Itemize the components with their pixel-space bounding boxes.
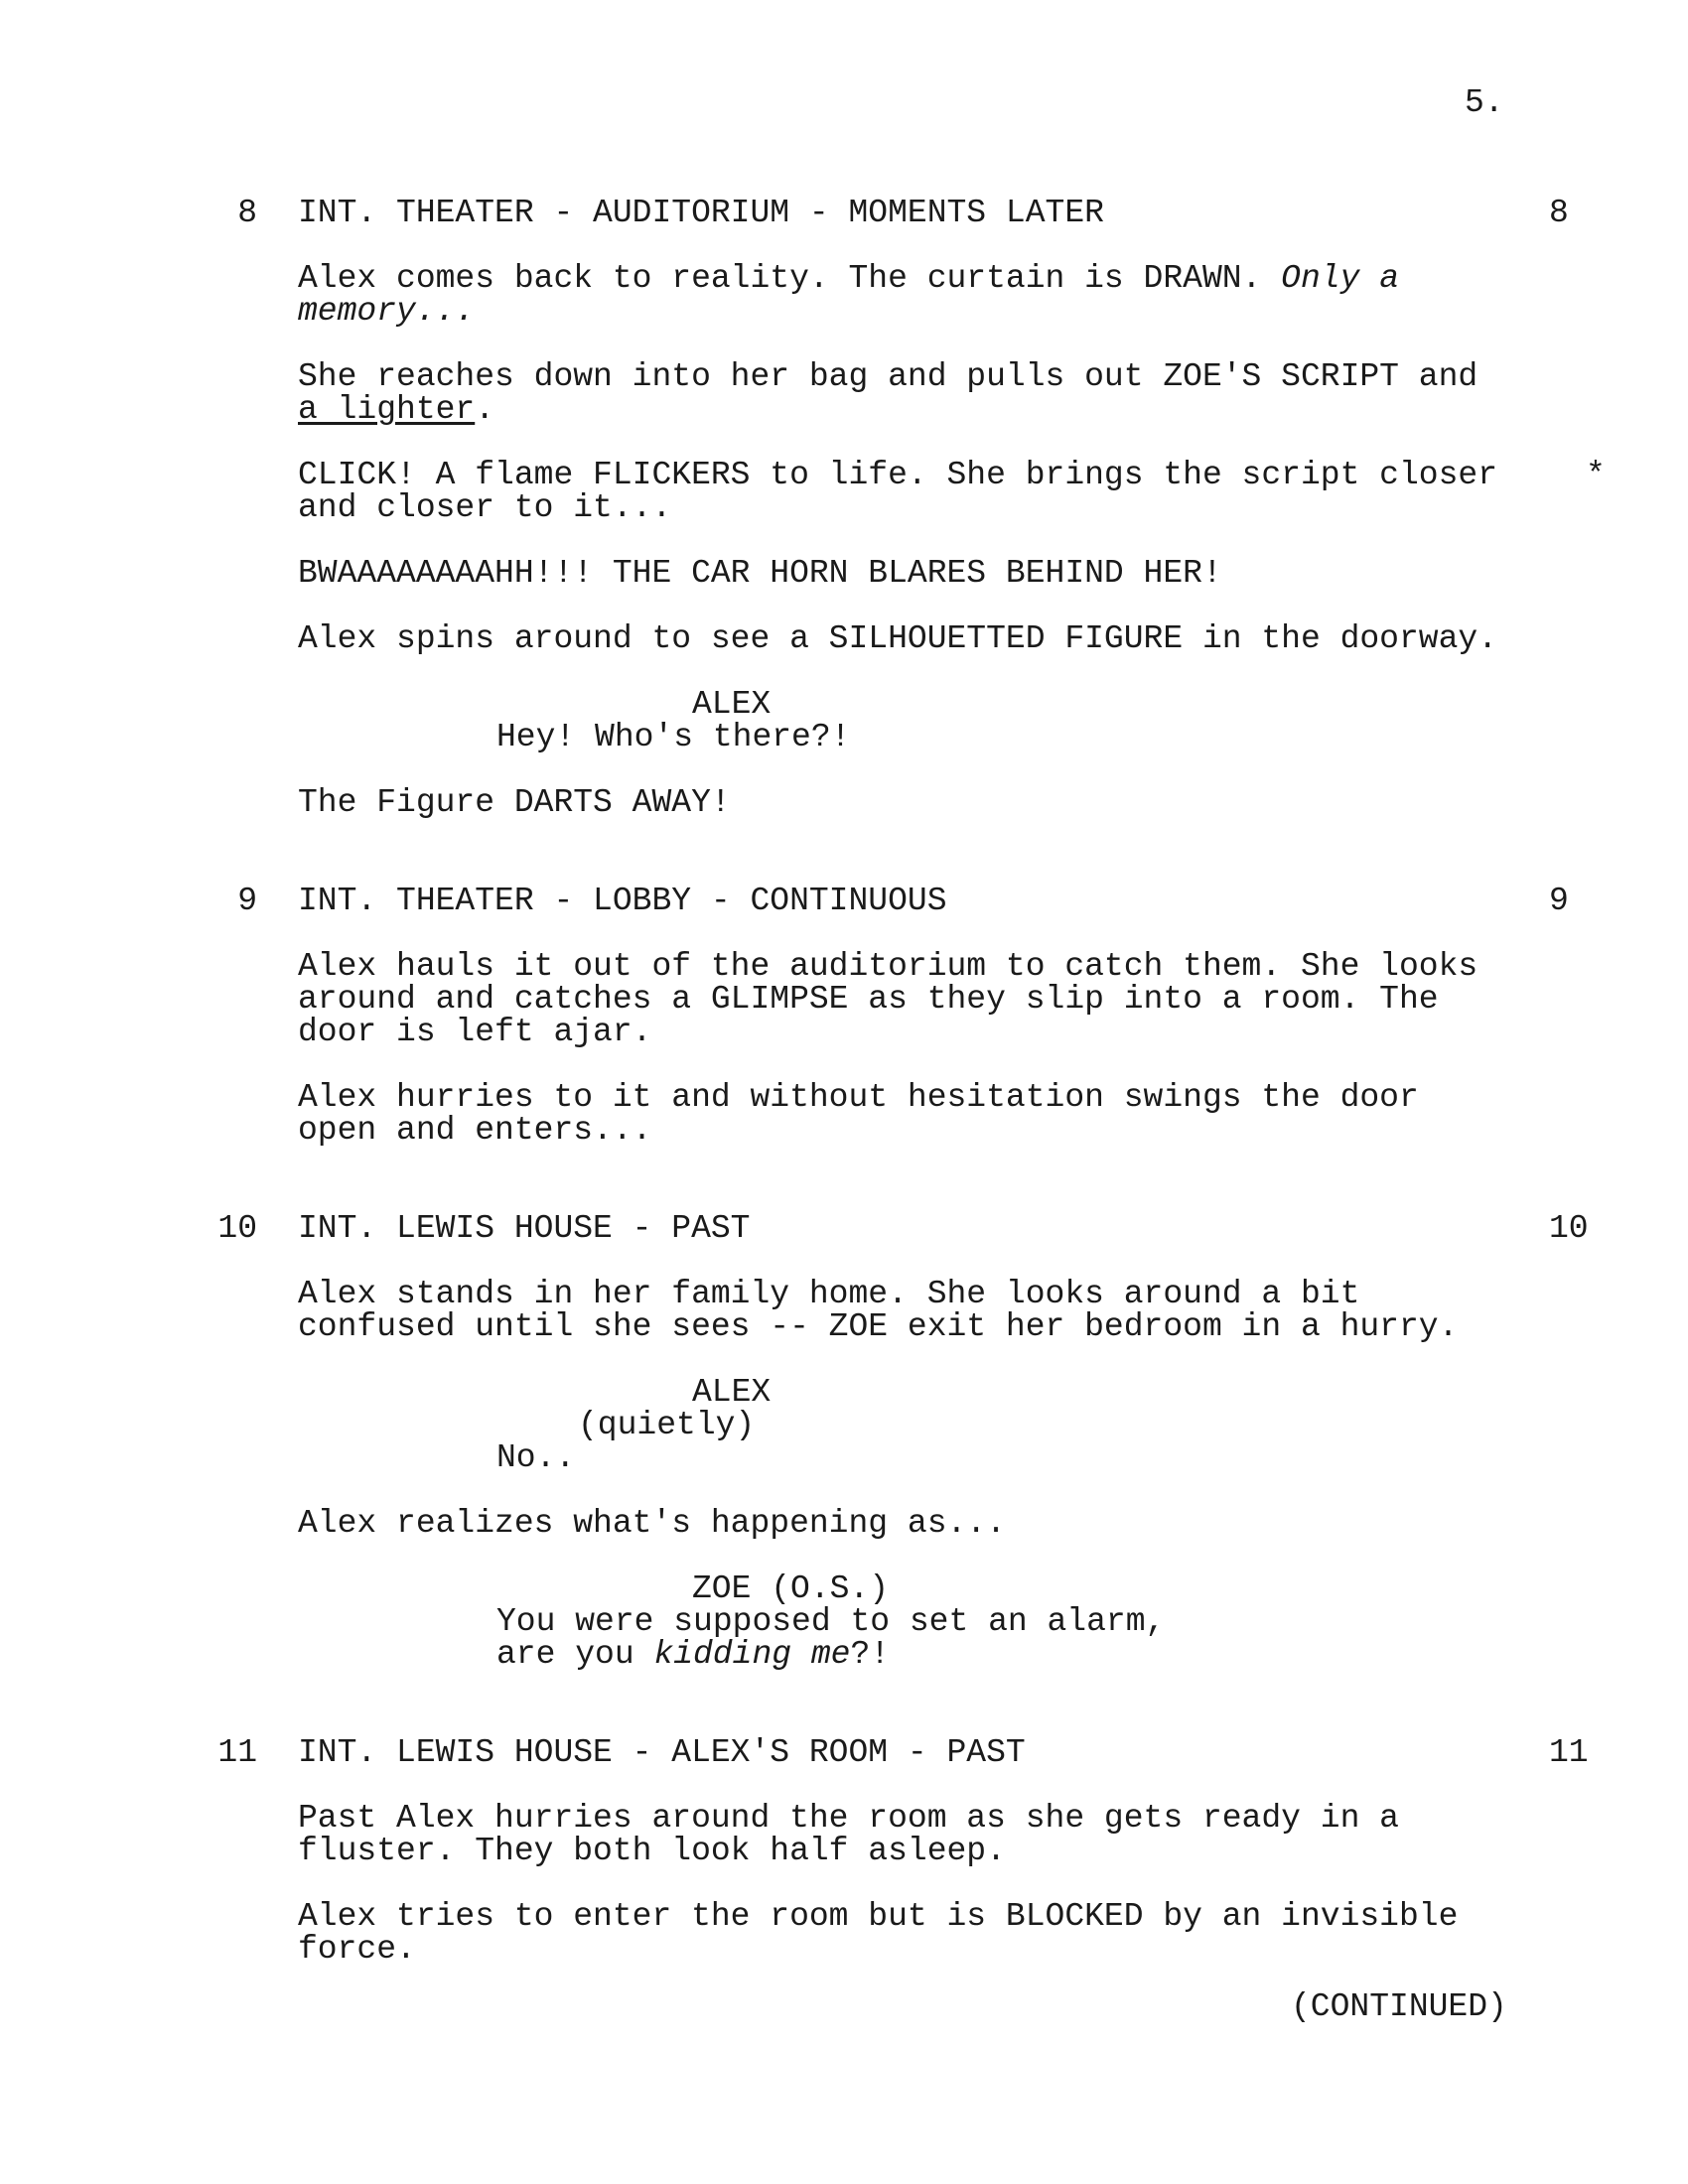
- action-line: confused until she sees -- ZOE exit her bedroom in a hurry.: [298, 1308, 1459, 1345]
- action-line: Alex comes back to reality. The curtain is DRAWN. Only a: [298, 260, 1399, 297]
- scene-heading: INT. LEWIS HOUSE - ALEX'S ROOM - PAST: [298, 1734, 1026, 1771]
- character-name: ALEX: [692, 1374, 772, 1411]
- action-line: fluster. They both look half asleep.: [298, 1833, 1006, 1869]
- scene-number-left: 9: [237, 883, 257, 919]
- action-line: Past Alex hurries around the room as she gets ready in a: [298, 1800, 1399, 1837]
- action-line: Alex hurries to it and without hesitation swings the door: [298, 1079, 1419, 1116]
- action-line: around and catches a GLIMPSE as they slip into a room. The: [298, 981, 1439, 1018]
- action-line: The Figure DARTS AWAY!: [298, 784, 731, 821]
- scene-number-right: 9: [1549, 883, 1569, 919]
- dialogue-line: are you kidding me?!: [496, 1636, 891, 1673]
- action-line: BWAAAAAAAAHH!!! THE CAR HORN BLARES BEHIND HER!: [298, 555, 1222, 592]
- action-line: open and enters...: [298, 1112, 652, 1149]
- scene-number-right: 11: [1549, 1734, 1589, 1771]
- action-line: a lighter.: [298, 391, 495, 428]
- action-line: She reaches down into her bag and pulls out ZOE'S SCRIPT and: [298, 358, 1478, 395]
- continued-marker: (CONTINUED): [1291, 1988, 1507, 2025]
- action-line: force.: [298, 1931, 416, 1968]
- scene-heading: INT. THEATER - AUDITORIUM - MOMENTS LATER: [298, 195, 1104, 231]
- action-line: Alex hauls it out of the auditorium to catch them. She looks: [298, 948, 1478, 985]
- action-line: Alex spins around to see a SILHOUETTED FIGURE in the doorway.: [298, 620, 1497, 657]
- scene-number-left: 10: [217, 1210, 257, 1247]
- dialogue-line: Hey! Who's there?!: [496, 719, 851, 755]
- action-line: memory...: [298, 293, 476, 330]
- action-line: Alex tries to enter the room but is BLOCKED by an invisible: [298, 1898, 1459, 1935]
- character-name: ZOE (O.S.): [692, 1570, 890, 1607]
- revision-asterisk: *: [1586, 457, 1606, 493]
- scene-heading: INT. LEWIS HOUSE - PAST: [298, 1210, 751, 1247]
- scene-number-left: 8: [237, 195, 257, 231]
- page-number: 5.: [1465, 84, 1504, 121]
- action-line: door is left ajar.: [298, 1014, 652, 1050]
- parenthetical: (quietly): [578, 1407, 756, 1443]
- scene-number-right: 10: [1549, 1210, 1589, 1247]
- scene-number-left: 11: [217, 1734, 257, 1771]
- action-line: and closer to it...: [298, 489, 672, 526]
- dialogue-line: You were supposed to set an alarm,: [496, 1603, 1166, 1640]
- character-name: ALEX: [692, 686, 772, 723]
- dialogue-line: No..: [496, 1439, 576, 1476]
- action-line: CLICK! A flame FLICKERS to life. She brings the script closer: [298, 457, 1497, 493]
- action-line: Alex realizes what's happening as...: [298, 1505, 1006, 1542]
- action-line: Alex stands in her family home. She looks around a bit: [298, 1276, 1360, 1312]
- scene-heading: INT. THEATER - LOBBY - CONTINUOUS: [298, 883, 947, 919]
- scene-number-right: 8: [1549, 195, 1569, 231]
